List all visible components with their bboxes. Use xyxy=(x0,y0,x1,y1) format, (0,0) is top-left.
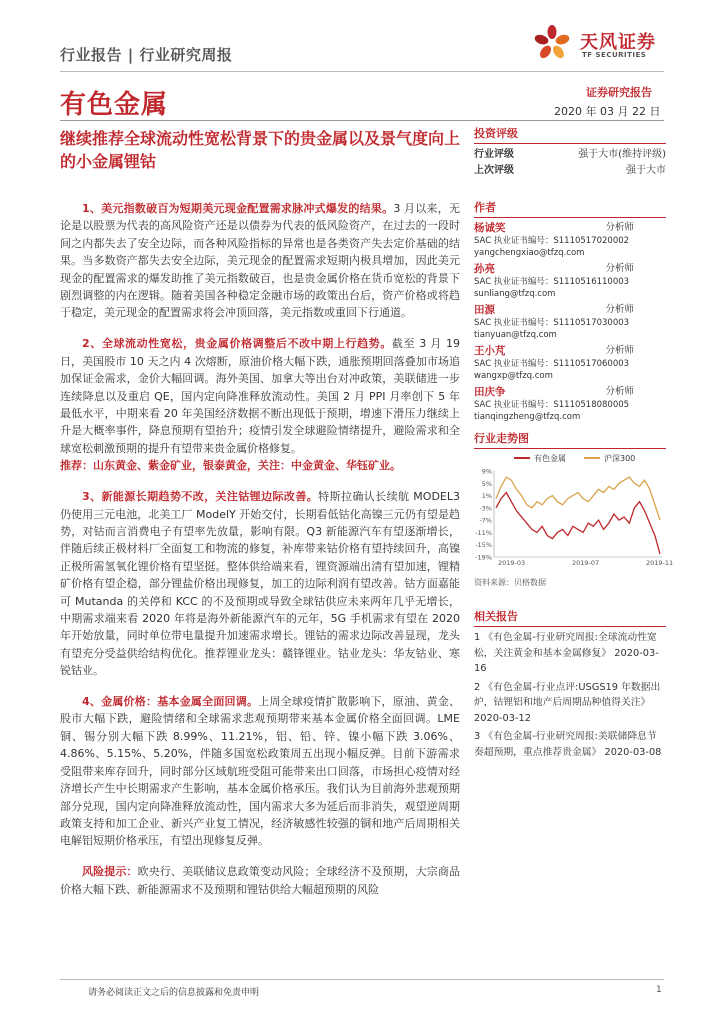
chart-source: 资料来源：贝格数据 xyxy=(474,578,546,587)
paragraph-2-recommendation xyxy=(60,457,460,474)
title-divider xyxy=(60,120,664,121)
report-body xyxy=(60,200,460,912)
paragraph-2-heading: 2、全球流动性宽松，贵金属价格调整后不改中期上行趋势。 xyxy=(82,337,392,351)
related-report-item[interactable]: 2 《有色金属-行业点评:USGS19 年数据出炉，钴锂铝和地产后周期品种值得关注》 2020-03-12 xyxy=(474,681,661,724)
analyst-email[interactable]: sunliang@tfzq.com xyxy=(474,289,556,299)
legend-label: 有色金属 xyxy=(534,454,566,463)
analyst-role: 分析师 xyxy=(605,304,634,315)
legend-label: 沪深300 xyxy=(604,454,636,463)
related-divider xyxy=(474,626,666,627)
paragraph-1 xyxy=(60,200,460,322)
y-tick-label: 9% xyxy=(481,467,492,476)
risk-warning-text: 欧央行、美联储议息政策变动风险；全球经济不及预期，大宗商品价格大幅下跌、新能源需求不及预期和锂钴供给大幅超预期的风险 xyxy=(60,865,461,896)
analyst-role: 分析师 xyxy=(605,386,634,397)
report-brand-line: 证券研究报告 xyxy=(586,86,652,99)
x-tick-label: 2019-03 xyxy=(498,559,526,567)
related-reports xyxy=(474,608,666,760)
x-tick-label: 2019-11 xyxy=(646,559,674,567)
author-divider xyxy=(474,217,666,218)
industry-rating-value: 强于大市(维持评级) xyxy=(578,149,666,160)
page-number: 1 xyxy=(656,985,662,995)
related-report-item[interactable]: 3 《有色金属-行业研究周报:美联储降息节奏超预期，重点推荐贵金属》 2020-03-08 xyxy=(474,731,662,758)
analyst-email[interactable]: wangxp@tfzq.com xyxy=(474,371,553,381)
series-line xyxy=(496,493,660,554)
previous-rating-value: 强于大市 xyxy=(626,165,666,176)
y-tick-label: 1% xyxy=(481,492,492,501)
footer-disclaimer: 请务必阅读正文之后的信息披露和免责申明 xyxy=(88,988,260,998)
analyst-name: 田庆争 xyxy=(474,386,506,398)
analyst-role: 分析师 xyxy=(605,345,634,356)
author-section-title: 作者 xyxy=(474,201,496,214)
report-date: 2020 年 03 月 22 日 xyxy=(554,105,661,118)
industry-trend-chart-box xyxy=(474,430,674,590)
y-tick-label: -15% xyxy=(475,541,492,550)
analyst-cert: SAC 执业证书编号：S1110518080005 xyxy=(474,400,630,410)
header-divider xyxy=(60,71,664,72)
chart-title: 行业走势图 xyxy=(474,432,529,445)
x-tick-label: 2019-07 xyxy=(572,559,600,567)
analyst-name: 杨诚笑 xyxy=(474,222,506,234)
risk-warning xyxy=(60,863,460,898)
industry-trend-chart xyxy=(474,449,674,567)
footer-divider xyxy=(60,979,664,980)
y-tick-label: -7% xyxy=(479,516,492,525)
series-line xyxy=(496,477,660,520)
analyst-name: 田源 xyxy=(474,304,495,316)
related-report-item[interactable]: 1 《有色金属-行业研究周报:全球流动性宽松，关注黄金和基本金属修复》 2020-03-16 xyxy=(474,632,659,674)
logo-chinese-name: 天风证券 xyxy=(580,32,656,53)
analyst-block xyxy=(474,262,666,300)
analyst-email[interactable]: tianqingzheng@tfzq.com xyxy=(474,412,581,422)
analyst-block xyxy=(474,344,666,382)
paragraph-4-heading: 4、金属价格：基本金属全面回调。 xyxy=(82,695,259,709)
analyst-block xyxy=(474,221,666,259)
previous-rating-label: 上次评级 xyxy=(474,165,514,176)
analyst-cert: SAC 执业证书编号：S1110517060003 xyxy=(474,359,630,369)
recommendation-text: 推荐：山东黄金、紫金矿业，银泰黄金，关注：中金黄金、华钰矿业。 xyxy=(60,459,401,473)
analyst-cert: SAC 执业证书编号：S1110517030003 xyxy=(474,318,630,328)
sector-title: 有色金属 xyxy=(60,90,169,120)
rating-divider xyxy=(474,143,666,144)
paragraph-3 xyxy=(60,488,460,679)
industry-rating-row xyxy=(474,147,666,163)
previous-rating-row xyxy=(474,163,666,179)
analyst-block xyxy=(474,385,666,423)
analyst-name: 王小芃 xyxy=(474,345,506,357)
y-tick-label: 5% xyxy=(481,479,492,488)
paragraph-1-heading: 1、美元指数破百为短期美元现金配置需求脉冲式爆发的结果。 xyxy=(82,202,394,215)
analyst-block xyxy=(474,303,666,341)
analyst-name: 孙亮 xyxy=(474,263,495,275)
paragraph-2 xyxy=(60,335,460,457)
paragraph-4-text: 上周全球疫情扩散影响下，原油、黄金、股市大幅下跌，避险情绪和全球需求悲观预期带来基本金属价格全面回调。LME 铜、锡分别大幅下跌 8.99%、11.21%，铝、铅、锌、镍小幅下跌 3.06%、4.86%、5.15%、5.20%，伴随多国宽松政策周五出现小幅反弹。目前下游需求受阻带来库存回升，同时部分区域航班受阻可能带来出口回落，市场担心疫情对经济增长产生中长期需求产生影响，基本金属价格承压。我们认为目前海外悲观预期部分兑现，国内定向降准释放流动性，国内需求大多为延后而非消失，观望逆周期政策支持和加工企业、新兴产业复工情况，经济敏感性较强的铜和地产后周期相关电解铝短期价格承压，有望出现修复反弹。 xyxy=(60,695,461,848)
rating-section-title: 投资评级 xyxy=(474,127,518,140)
report-headline: 继续推荐全球流动性宽松背景下的贵金属以及景气度向上的小金属锂钴 xyxy=(60,129,461,171)
paragraph-3-text: 特斯拉确认长续航 MODEL3 仍使用三元电池，北美工厂 ModelY 开始交付，长期看低钴化高镍三元仍有望是趋势，对钴而言消费电子有望率先放量，影响有限。Q3 新能源汽车有望逐渐增长，伴随后续正极材料厂全面复工和物流的修复，补库带来钴价格有望持续回升，高镍正极所需氢氧化锂价格有望坚挺。整体供给端来看，锂资源端出清有望加速，锂精矿价格有望企稳，部分锂盐价格出现修复，加工的边际利润有望改善。钴方面嘉能可 Mutanda 的关停和 KCC 的不及预期或导致全球钴供应未来两年几乎无增长，中期需求端来看 2020 年将是海外新能源汽车的元年，5G 手机需求有望在 2020 年开始放量，同时单位带电量提升加速需求增长。锂钴的需求边际改善显现，龙头有望充分受益供给结构优化。推荐锂业龙头：赣锋锂业。钴业龙头：华友钴业、寒锐钴业。 xyxy=(60,490,460,678)
related-title: 相关报告 xyxy=(474,610,518,623)
paragraph-4 xyxy=(60,693,460,850)
logo-english-name: TF SECURITIES xyxy=(582,51,647,59)
y-tick-label: -3% xyxy=(479,504,492,513)
analyst-cert: SAC 执业证书编号：S1110516110003 xyxy=(474,277,630,287)
analyst-cert: SAC 执业证书编号：S1110517020002 xyxy=(474,236,630,246)
analyst-role: 分析师 xyxy=(605,222,634,233)
paragraph-1-text: 3 月以来，无论是以股票为代表的高风险资产还是以债券为代表的低风险资产，在过去的一段时间之内都失去了安全边际，而各种风险指标的异常也是各类资产失去定价基础的结果。当多数资产都失去安全边际，美元现金的配置需求短期内极具增加，因此美元现金的配置需求的爆发助推了美元指数破百，也是贵金属价格在货币宽松的背景下剧烈调整的内在逻辑。随着美国各种稳定金融市场的政策出台后，资产价格或将趋于稳定，美元现金的配置需求将会冲顶回落，美元指数或重回下行通道。 xyxy=(60,202,460,320)
risk-warning-heading: 风险提示： xyxy=(82,865,138,879)
industry-rating-label: 行业评级 xyxy=(474,149,514,160)
report-type-label: 行业报告 | 行业研究周报 xyxy=(60,46,233,64)
analyst-email[interactable]: yangchengxiao@tfzq.com xyxy=(474,248,585,258)
analyst-role: 分析师 xyxy=(605,263,634,274)
paragraph-2-text: 截至 3 月 19 日，美国股市 10 天之内 4 次熔断，原油价格大幅下跌，通胀预期回落叠加市场追加保证金需求，金价大幅回调。海外美国、加拿大等出台对冲政策，美联储进一步连续降息以及重启 QE，国内定向降准释放流动性。美国 2 月 PPI 月率创下 5 年最低水平，中期来看 20 年美国经济数据不断出现低于预期，增速下滑压力继续上升是大概率事件，降息预期有望抬升；疫情引发全球避险情绪提升，避险需求和全球宽松刺激预期的提升有望带来贵金属价格修复。 xyxy=(60,337,460,455)
sidebar xyxy=(474,125,666,423)
analyst-email[interactable]: tianyuan@tfzq.com xyxy=(474,330,557,340)
y-tick-label: -19% xyxy=(475,553,492,562)
y-tick-label: -11% xyxy=(475,528,492,537)
paragraph-3-heading: 3、新能源长期趋势不改，关注钴锂边际改善。 xyxy=(82,490,319,504)
